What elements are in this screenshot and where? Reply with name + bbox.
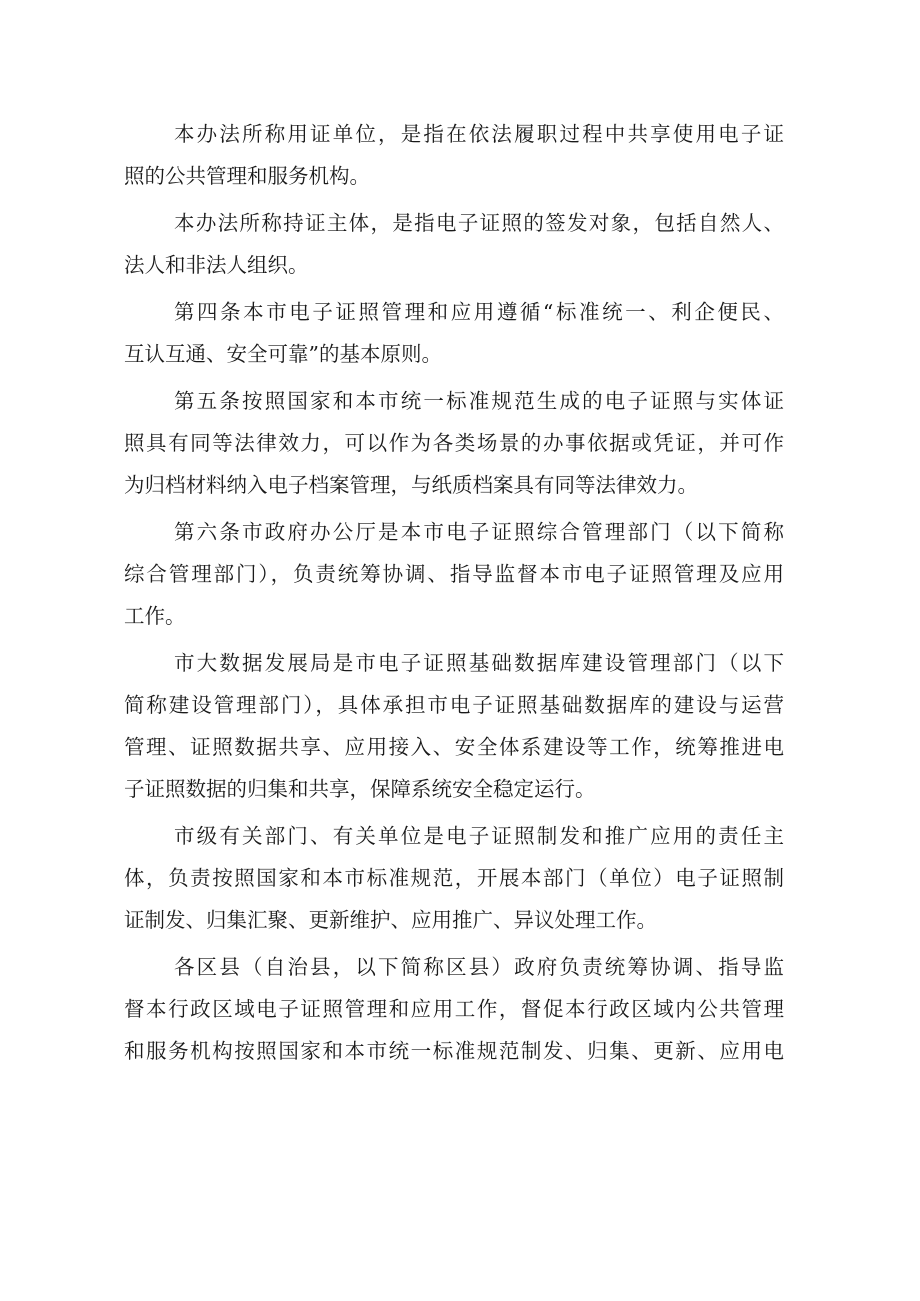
text-line: 为归档材料纳入电子档案管理，与纸质档案具有同等法律效力。 [124, 473, 698, 497]
paragraph [124, 380, 787, 506]
text-line: 和服务机构按照国家和本市统一标准规范制发、归集、更新、应用电 [124, 1039, 786, 1063]
text-line: 管理、证照数据共享、应用接入、安全体系建设等工作，统筹推进电 [124, 735, 786, 759]
document-body [124, 113, 787, 1072]
paragraph [124, 642, 787, 810]
text-line: 督本行政区域电子证照管理和应用工作，督促本行政区域内公共管理 [124, 997, 786, 1021]
text-line: 第五条按照国家和本市统一标准规范生成的电子证照与实体证 [174, 389, 787, 413]
text-line: 市级有关部门、有关单位是电子证照制发和推广应用的责任主 [174, 824, 787, 848]
text-line: 本办法所称用证单位，是指在依法履职过程中共享使用电子证 [174, 122, 787, 146]
paragraph [124, 815, 787, 941]
text-line: 证制发、归集汇聚、更新维护、应用推广、异议处理工作。 [124, 908, 657, 932]
text-line: 本办法所称持证主体，是指电子证照的签发对象，包括自然人、 [174, 211, 786, 235]
text-line: 法人和非法人组织。 [124, 253, 309, 277]
text-line: 互认互通、安全可靠”的基本原则。 [124, 342, 442, 366]
paragraph [124, 946, 787, 1072]
text-line: 工作。 [124, 604, 186, 628]
text-line: 综合管理部门），负责统筹协调、指导监督本市电子证照管理及应用 [124, 562, 786, 586]
text-line: 体，负责按照国家和本市标准规范，开展本部门（单位）电子证照制 [124, 866, 786, 890]
text-line: 照具有同等法律效力，可以作为各类场景的办事依据或凭证，并可作 [124, 431, 786, 455]
text-line: 照的公共管理和服务机构。 [124, 164, 370, 188]
paragraph [124, 202, 784, 286]
paragraph [124, 511, 787, 637]
text-line: 简称建设管理部门），具体承担市电子证照基础数据库的建设与运营 [124, 693, 786, 717]
paragraph [124, 291, 787, 375]
text-line: 各区县（自治县，以下简称区县）政府负责统筹协调、指导监 [174, 955, 787, 979]
text-line: 第四条本市电子证照管理和应用遵循“标准统一、利企便民、 [174, 300, 787, 324]
paragraph [124, 113, 787, 197]
text-line: 市大数据发展局是市电子证照基础数据库建设管理部门（以下 [174, 651, 787, 675]
text-line: 子证照数据的归集和共享，保障系统安全稳定运行。 [124, 777, 596, 801]
text-line: 第六条市政府办公厅是本市电子证照综合管理部门（以下简称 [174, 520, 787, 544]
